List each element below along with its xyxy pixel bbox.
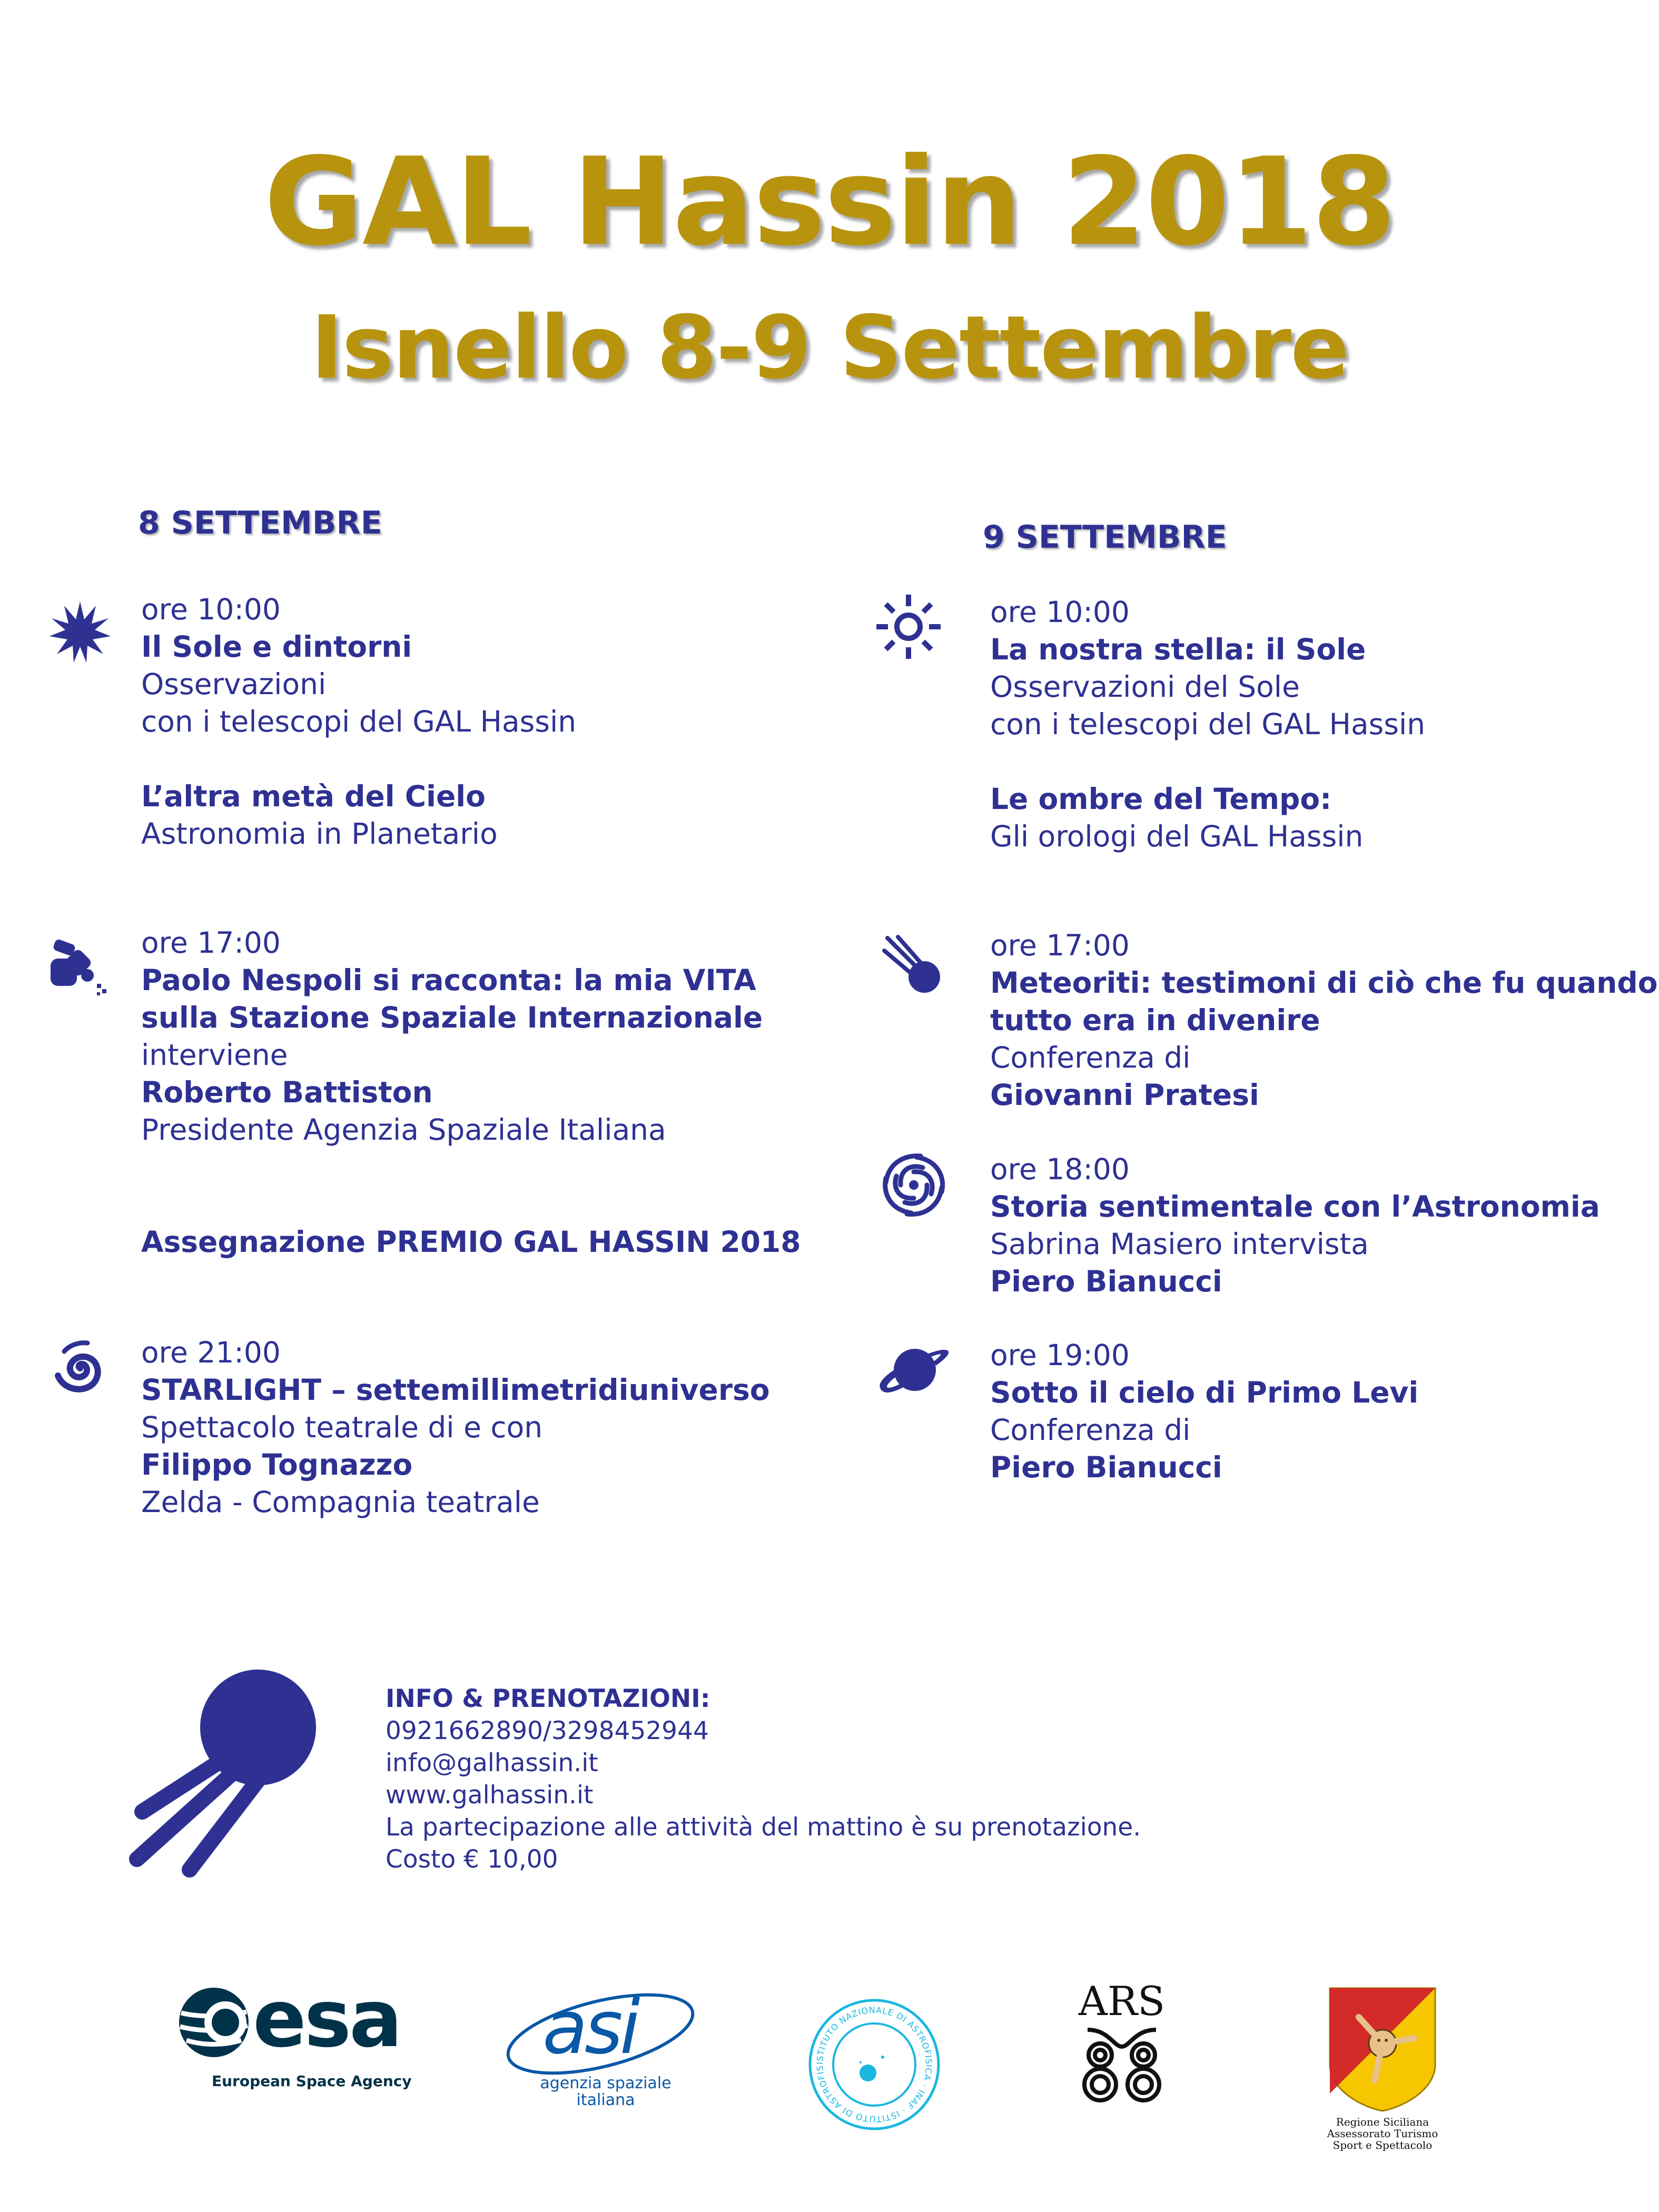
event-time: ore 18:00 (990, 1152, 1130, 1186)
info-phone[interactable]: 0921662890/3298452944 (386, 1716, 709, 1745)
event-title: Storia sentimentale con l’Astronomia (990, 1190, 1600, 1223)
day2-heading: 9 SETTEMBRE (983, 519, 1227, 556)
day1-heading: 8 SETTEMBRE (138, 505, 382, 541)
inaf-logo (806, 1996, 943, 2133)
event-title: Il Sole e dintorni (141, 630, 412, 664)
event-text: Osservazioni (141, 667, 327, 701)
galaxy-icon (880, 1151, 948, 1219)
award-title: Assegnazione PREMIO GAL HASSIN 2018 (141, 1225, 801, 1259)
day2-event-1 (990, 594, 1425, 855)
event-text: Osservazioni del Sole (990, 670, 1300, 704)
event-speaker: Giovanni Pratesi (990, 1078, 1259, 1112)
asi-logo (500, 1986, 700, 2112)
day2-event-4 (990, 1337, 1418, 1486)
regione-siciliana-logo (1317, 1986, 1448, 2154)
sicily-caption-1: Regione Siciliana (1336, 2116, 1429, 2128)
info-block (386, 1683, 1141, 1875)
event-text: Spettacolo teatrale di e con (141, 1410, 543, 1444)
event-text: Astronomia in Planetario (141, 817, 498, 851)
event-text: Sabrina Masiero intervista (990, 1227, 1369, 1261)
event-time: ore 21:00 (141, 1336, 281, 1369)
info-cost: Costo € 10,00 (386, 1845, 558, 1874)
event-spacer (990, 743, 1425, 781)
info-heading: INFO & PRENOTAZIONI: (386, 1684, 710, 1713)
ars-wordmark: ARS (1078, 1978, 1166, 2025)
event-time: ore 10:00 (141, 592, 281, 626)
ars-logo (1074, 1980, 1169, 2107)
sun-icon (874, 592, 943, 661)
esa-caption: European Space Agency (212, 2072, 412, 2090)
event-text: Conferenza di (990, 1413, 1191, 1447)
info-website[interactable]: www.galhassin.it (386, 1781, 594, 1810)
ars-spiral-emblem-icon (1077, 2026, 1167, 2105)
event-title: Le ombre del Tempo: (990, 782, 1332, 816)
info-note: La partecipazione alle attività del mattino è su prenotazione. (386, 1813, 1141, 1842)
info-email[interactable]: info@galhassin.it (386, 1749, 598, 1777)
event-time: ore 19:00 (990, 1338, 1130, 1372)
event-title: La nostra stella: il Sole (990, 633, 1366, 666)
event-speaker: Piero Bianucci (990, 1450, 1222, 1484)
event-title: tutto era in divenire (990, 1003, 1320, 1037)
day2-event-3 (990, 1151, 1600, 1300)
sicily-caption-2: Assessorato Turismo (1327, 2127, 1438, 2140)
inaf-seal-icon (806, 1996, 943, 2133)
esa-globe-icon (177, 1986, 251, 2059)
event-speaker: Roberto Battiston (141, 1075, 433, 1109)
comet-graphic-icon (121, 1659, 342, 1880)
event-text: con i telescopi del GAL Hassin (141, 705, 577, 738)
event-speaker: Filippo Tognazzo (141, 1448, 413, 1482)
asi-caption-1: agenzia spaziale (540, 2074, 671, 2092)
event-title: Meteoriti: testimoni di ciò che fu quando (990, 966, 1658, 1000)
event-title: L’altra metà del Cielo (141, 779, 486, 813)
event-text: Zelda - Compagnia teatrale (141, 1485, 540, 1519)
asi-wordmark: asi (542, 1985, 637, 2071)
event-title: STARLIGHT – settemillimetridiuniverso (141, 1373, 770, 1407)
day1-event-2 (141, 924, 763, 1149)
spiral-icon (48, 1338, 109, 1398)
event-text: Gli orologi del GAL Hassin (990, 819, 1364, 853)
event-spacer (141, 740, 576, 778)
event-text: con i telescopi del GAL Hassin (990, 707, 1426, 741)
sicily-caption-3: Sport e Spettacolo (1332, 2139, 1433, 2151)
asi-caption-2: italiana (576, 2091, 635, 2109)
satellite-icon (48, 937, 109, 998)
event-time: ore 10:00 (990, 595, 1130, 629)
day1-event-3 (141, 1223, 801, 1261)
event-time: ore 17:00 (990, 929, 1130, 962)
esa-logo (174, 1973, 416, 2107)
sicily-coat-of-arms-icon (1327, 1986, 1438, 2112)
comet-icon (882, 935, 945, 998)
day1-event-1 (141, 591, 576, 853)
planet-icon (877, 1335, 951, 1404)
event-text: interviene (141, 1038, 288, 1072)
event-title: sulla Stazione Spaziale Internazionale (141, 1001, 763, 1034)
esa-wordmark: esa (253, 1973, 401, 2065)
day2-event-2 (990, 927, 1658, 1114)
event-title: Paolo Nespoli si racconta: la mia VITA (141, 963, 756, 997)
event-time: ore 17:00 (141, 926, 281, 960)
page-title: GAL Hassin 2018 (264, 132, 1395, 273)
event-text: Conferenza di (990, 1041, 1191, 1074)
event-speaker: Piero Bianucci (990, 1265, 1222, 1298)
day1-event-4 (141, 1334, 769, 1521)
starburst-icon (48, 600, 112, 664)
page-subtitle: Isnello 8-9 Settembre (310, 297, 1349, 398)
event-title: Sotto il cielo di Primo Levi (990, 1376, 1419, 1409)
inaf-ring-text: ISTITUTO NAZIONALE DI ASTROFISICA · INAF · ISTITUTO DI ASTROFIS (814, 2004, 934, 2125)
event-text: Presidente Agenzia Spaziale Italiana (141, 1113, 666, 1147)
